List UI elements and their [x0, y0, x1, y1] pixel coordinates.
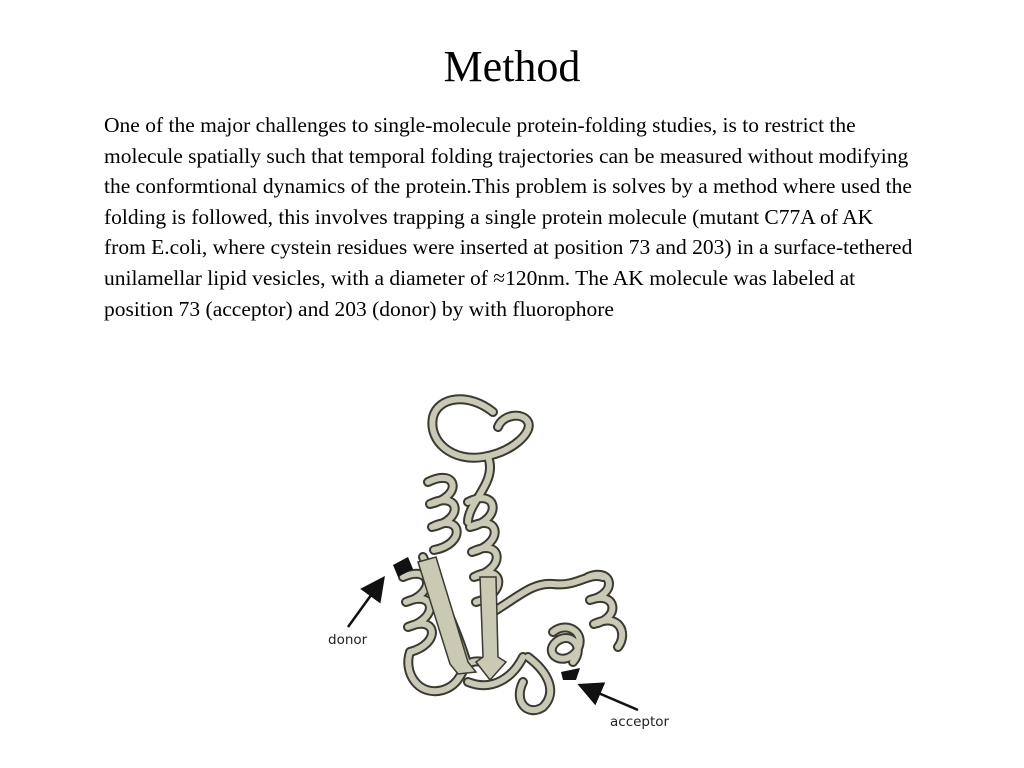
protein-structure-figure	[318, 372, 690, 744]
donor-label: donor	[328, 632, 368, 648]
slide-body-text: One of the major challenges to single-molecule protein-folding studies, is to restrict the molecule spatially such that temporal folding trajectories can be measured without modifying the conformtional dynamics of the protein.This problem is solves by a method where used the folding is followed, this involves trapping a single protein molecule (mutant C77A of AK from E.coli, where cystein residues were inserted at position 73 and 203) in a surface-tethered unilamellar lipid vesicles, with a diameter of ≈120nm. The AK molecule was labeled at position 73 (acceptor) and 203 (donor) by with fluorophore	[104, 113, 913, 321]
acceptor-arrow	[582, 686, 638, 710]
acceptor-site-marker	[561, 668, 580, 680]
protein-ribbon-diagram	[318, 372, 690, 744]
donor-arrow	[348, 580, 382, 627]
acceptor-label: acceptor	[610, 714, 670, 730]
slide-title: Method	[443, 42, 581, 91]
